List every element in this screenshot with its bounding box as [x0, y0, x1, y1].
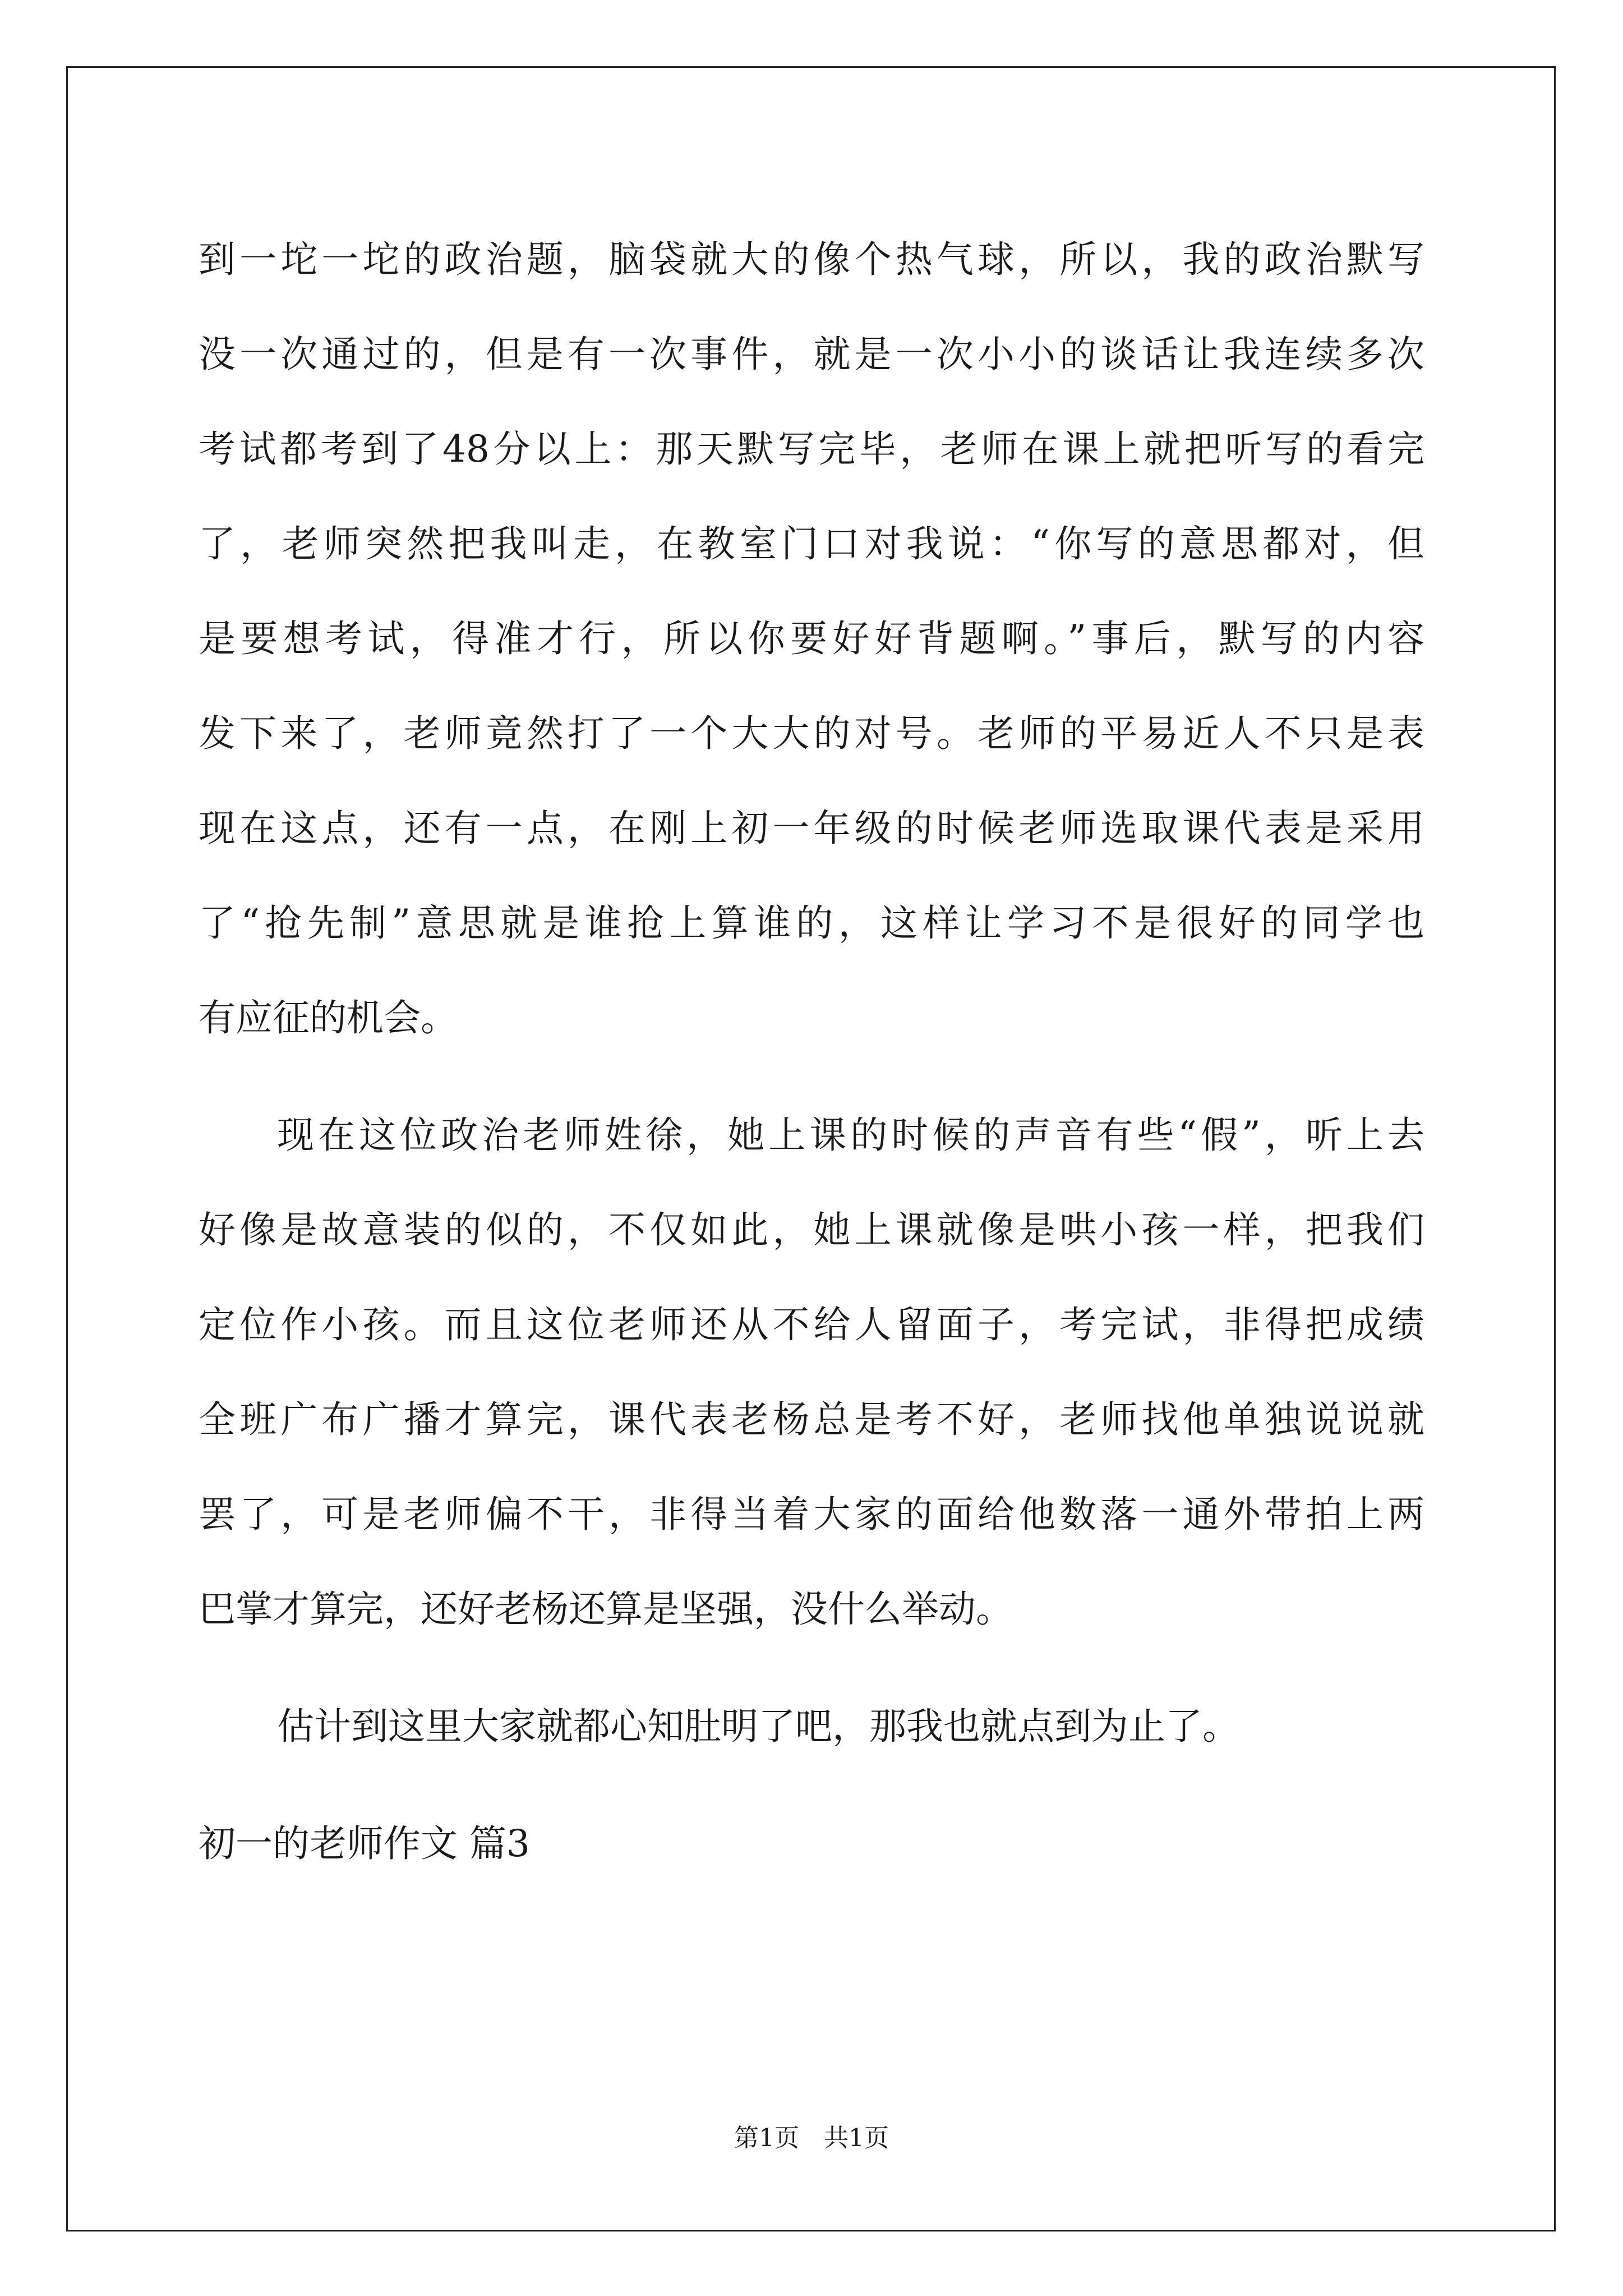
text-line: 是要想考试，得准才行，所以你要好好背题啊。”事后，默写的内容 [199, 617, 1424, 660]
text-line: 发下来了，老师竟然打了一个大大的对号。老师的平易近人不只是表 [199, 712, 1424, 755]
text-line: 了“抢先制”意思就是谁抢上算谁的，这样让学习不是很好的同学也 [199, 901, 1424, 945]
text-line: 好像是故意装的似的，不仅如此，她上课就像是哄小孩一样，把我们 [199, 1208, 1424, 1251]
text-line: 现在这位政治老师姓徐，她上课的时候的声音有些“假”，听上去 [277, 1114, 1424, 1157]
text-line: 估计到这里大家就都心知肚明了吧，那我也就点到为止了。 [277, 1705, 1239, 1748]
text-line: 到一坨一坨的政治题，脑袋就大的像个热气球，所以，我的政治默写 [199, 238, 1424, 281]
paragraph-1 [199, 212, 1424, 1065]
page-number-footer: 第1页 共1页 [734, 2124, 889, 2152]
section-heading: 初一的老师作文 篇3 [199, 1822, 530, 1865]
text-line: 巴掌才算完，还好老杨还算是坚强，没什么举动。 [199, 1588, 1013, 1631]
text-line: 有应征的机会。 [199, 996, 458, 1039]
text-line: 全班广布广播才算完，课代表老杨总是考不好，老师找他单独说说就 [199, 1398, 1424, 1441]
text-line: 了，老师突然把我叫走，在教室门口对我说：“你写的意思都对，但 [199, 522, 1424, 565]
paragraph-3 [199, 1679, 1424, 1774]
text-line: 没一次通过的，但是有一次事件，就是一次小小的谈话让我连续多次 [199, 333, 1424, 376]
text-line: 定位作小孩。而且这位老师还从不给人留面子，考完试，非得把成绩 [199, 1303, 1424, 1346]
document-body [199, 212, 1424, 1891]
text-line: 罢了，可是老师偏不干，非得当着大家的面给他数落一通外带拍上两 [199, 1493, 1424, 1536]
text-line: 考试都考到了48分以上：那天默写完毕，老师在课上就把听写的看完 [199, 427, 1424, 471]
paragraph-2 [199, 1088, 1424, 1657]
text-line: 现在这点，还有一点，在刚上初一年级的时候老师选取课代表是采用 [199, 807, 1424, 850]
